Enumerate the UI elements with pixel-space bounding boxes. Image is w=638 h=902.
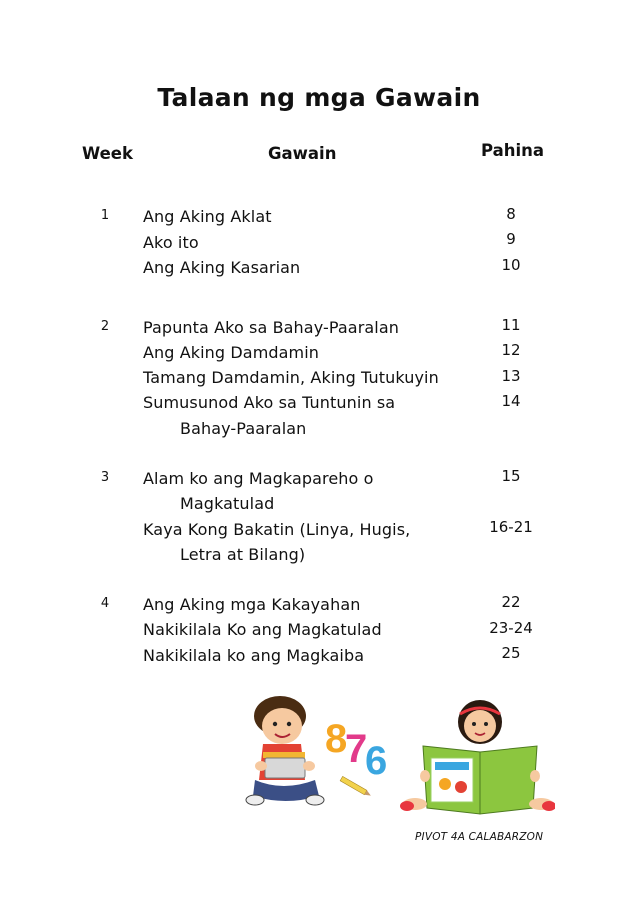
activity-line: Sumusunod Ako sa Tuntunin sa <box>143 393 396 412</box>
activity-line: Ang Aking Damdamin <box>143 343 320 362</box>
activity-line: Kaya Kong Bakatin (Linya, Hugis, <box>143 520 411 539</box>
activity-line-continued: Magkatulad <box>180 494 275 513</box>
page-number: 22 <box>501 593 521 611</box>
activity-line: Nakikilala Ko ang Magkatulad <box>143 620 382 639</box>
page-number: 13 <box>501 367 521 385</box>
week-number: 3 <box>100 470 110 485</box>
page-number: 23-24 <box>489 619 533 637</box>
page-title: Talaan ng mga Gawain <box>157 83 481 112</box>
week-number: 2 <box>100 319 110 334</box>
activity-line: Ang Aking Aklat <box>143 207 272 226</box>
number-six-graphic: 6 <box>365 739 388 783</box>
activity-line: Ang Aking Kasarian <box>143 258 301 277</box>
activity-line: Papunta Ako sa Bahay-Paaralan <box>143 318 399 337</box>
column-header-gawain: Gawain <box>268 144 337 163</box>
activity-line-continued: Bahay-Paaralan <box>180 419 307 438</box>
page-number: 12 <box>501 341 521 359</box>
column-header-week: Week <box>82 144 133 163</box>
page-number: 15 <box>501 467 521 485</box>
activity-line: Tamang Damdamin, Aking Tutukuyin <box>143 368 439 387</box>
page-number: 10 <box>501 256 521 274</box>
activity-line: Ako ito <box>143 233 199 252</box>
page-number: 16-21 <box>489 518 533 536</box>
page-number: 8 <box>506 205 516 223</box>
page-number: 9 <box>506 230 516 248</box>
page-number: 14 <box>501 392 521 410</box>
page-number: 25 <box>501 644 521 662</box>
activity-line: Ang Aking mga Kakayahan <box>143 595 361 614</box>
number-eight-graphic: 8 <box>325 717 348 761</box>
footer-credit: PIVOT 4A CALABARZON <box>415 831 544 843</box>
girl-figure <box>400 700 555 814</box>
children-illustration <box>235 692 555 822</box>
week-number: 4 <box>100 596 110 611</box>
activity-line-continued: Letra at Bilang) <box>180 545 306 564</box>
boy-figure <box>246 696 324 805</box>
column-header-pahina: Pahina <box>481 141 545 160</box>
page-number: 11 <box>501 316 521 334</box>
week-number: 1 <box>100 208 110 223</box>
activity-line: Nakikilala ko ang Magkaiba <box>143 646 365 665</box>
activity-line: Alam ko ang Magkapareho o <box>143 469 374 488</box>
number-seven-graphic: 7 <box>345 727 368 771</box>
